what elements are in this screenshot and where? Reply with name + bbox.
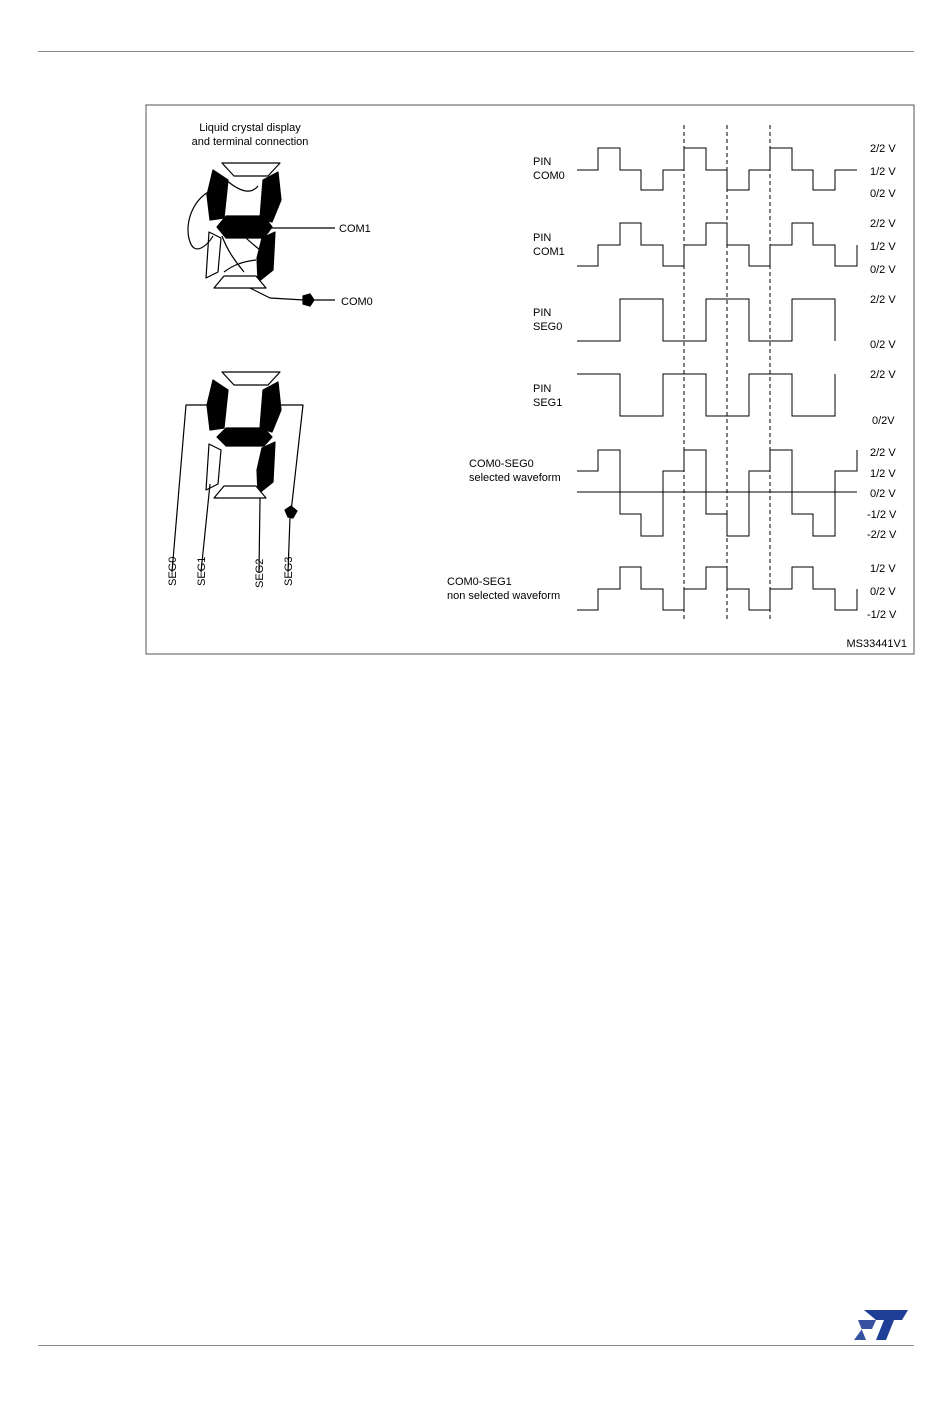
level-nonsel-0: 0/2 V xyxy=(870,586,896,598)
level-seg1-2: 2/2 V xyxy=(870,369,896,381)
label-seg3: SEG3 xyxy=(283,556,295,586)
label-com0: COM0 xyxy=(341,296,373,308)
lcd-title-line2: and terminal connection xyxy=(191,136,309,148)
signal-name-nonsel-l2: non selected waveform xyxy=(447,590,561,602)
level-com0-2: 2/2 V xyxy=(870,143,896,155)
lcd-digit-seg xyxy=(172,372,303,572)
signal-name-seg0-l2: SEG0 xyxy=(533,321,563,333)
level-com1-2: 2/2 V xyxy=(870,218,896,230)
signal-name-com0-l2: COM0 xyxy=(533,170,565,182)
level-sel-m1: -1/2 V xyxy=(867,509,897,521)
level-sel-0: 0/2 V xyxy=(870,488,896,500)
signal-name-sel-l2: selected waveform xyxy=(469,472,561,484)
label-seg2: SEG2 xyxy=(254,558,266,588)
level-com1-0: 0/2 V xyxy=(870,264,896,276)
level-com0-0: 0/2 V xyxy=(870,188,896,200)
signal-name-com1-l2: COM1 xyxy=(533,246,565,258)
level-nonsel-p1: 1/2 V xyxy=(870,563,896,575)
label-seg0: SEG0 xyxy=(167,556,179,586)
label-seg1: SEG1 xyxy=(196,556,208,586)
waveform-com1 xyxy=(577,223,857,266)
level-seg0-0: 0/2 V xyxy=(870,339,896,351)
st-logo-icon xyxy=(852,1308,910,1342)
level-sel-p2: 2/2 V xyxy=(870,447,896,459)
level-com1-1: 1/2 V xyxy=(870,241,896,253)
signal-name-sel-l1: COM0-SEG0 xyxy=(469,458,534,470)
waveform-com0-seg1 xyxy=(577,567,857,610)
level-sel-m2: -2/2 V xyxy=(867,529,897,541)
level-seg1-0: 0/2V xyxy=(872,415,895,427)
level-sel-p1: 1/2 V xyxy=(870,468,896,480)
signal-name-nonsel-l1: COM0-SEG1 xyxy=(447,576,512,588)
waveform-seg0 xyxy=(577,299,835,341)
lcd-digit-com xyxy=(188,163,335,306)
level-com0-1: 1/2 V xyxy=(870,166,896,178)
signal-name-seg1-l2: SEG1 xyxy=(533,397,563,409)
level-seg0-2: 2/2 V xyxy=(870,294,896,306)
signal-name-com1-l1: PIN xyxy=(533,232,552,244)
signal-name-seg1-l1: PIN xyxy=(533,383,552,395)
waveform-com0 xyxy=(577,148,857,190)
figure-id: MS33441V1 xyxy=(846,638,907,650)
signal-name-seg0-l1: PIN xyxy=(533,307,552,319)
signal-name-com0-l1: PIN xyxy=(533,156,552,168)
waveform-seg1 xyxy=(577,374,835,416)
level-nonsel-m1: -1/2 V xyxy=(867,609,897,621)
lcd-title-line1: Liquid crystal display xyxy=(199,122,301,134)
waveform-com0-seg0 xyxy=(577,450,857,536)
label-com1: COM1 xyxy=(339,223,371,235)
